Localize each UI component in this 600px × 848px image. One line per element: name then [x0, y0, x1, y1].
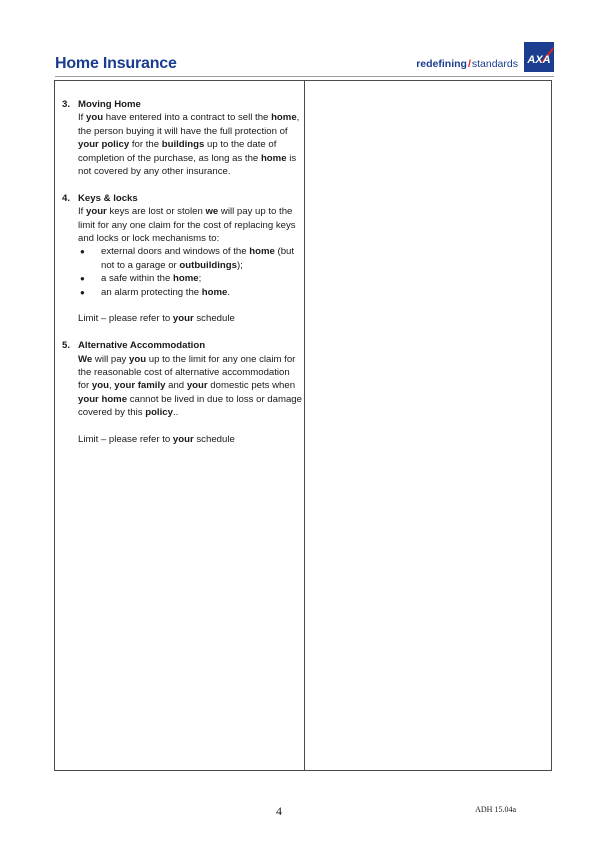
section-paragraph — [78, 205, 302, 245]
section-body — [62, 353, 302, 447]
defined-term: We — [78, 353, 93, 365]
page-number: 4 — [276, 804, 282, 818]
text-run: up to the date of completion of the purchase, as long as the — [78, 139, 277, 164]
defined-term: your policy — [78, 139, 130, 151]
text-run: (but not to a garage or — [101, 246, 295, 271]
defined-term: we — [205, 206, 219, 218]
bullet-text — [101, 286, 230, 299]
text-run: If — [78, 206, 86, 218]
brand-lockup — [416, 42, 554, 72]
defined-term: your — [172, 434, 194, 446]
text-run: schedule — [193, 434, 235, 446]
defined-term: your — [186, 380, 208, 392]
text-run: is not covered by any other insurance. — [78, 152, 297, 178]
defined-term: buildings — [161, 139, 205, 151]
list-item — [78, 286, 302, 299]
section-heading — [62, 98, 302, 111]
document-reference: ADH 15.04a — [475, 805, 516, 814]
section-title: Moving Home — [78, 99, 141, 110]
column-divider — [304, 81, 305, 770]
text-run: ); — [236, 259, 243, 271]
defined-term: home — [260, 152, 287, 164]
policy-section — [62, 339, 302, 446]
text-run: an alarm protecting the — [101, 286, 202, 298]
defined-term: policy — [145, 407, 173, 419]
text-run: have entered into a contract to sell the — [103, 112, 272, 124]
section-title: Keys & locks — [78, 192, 138, 204]
defined-term: you — [129, 353, 147, 365]
section-paragraph — [78, 353, 302, 420]
defined-term: home — [173, 273, 199, 285]
section-heading — [62, 339, 302, 352]
section-heading — [62, 192, 302, 205]
text-run: Limit – please refer to — [78, 434, 173, 446]
bullet-icon: ● — [80, 287, 85, 297]
bullet-icon: ● — [80, 247, 85, 257]
section-paragraph — [78, 111, 302, 178]
header-divider — [55, 76, 554, 77]
text-run: ; — [198, 273, 202, 285]
defined-term: outbuildings — [179, 259, 237, 271]
text-run: will pay up to the limit for any one claim for the cost of replacing keys and locks or lock mechanisms to: — [78, 206, 296, 245]
text-run: and — [165, 380, 187, 392]
bullet-text — [101, 272, 201, 285]
limit-note — [78, 433, 302, 446]
text-run: for the — [129, 139, 162, 151]
text-run: Limit – please refer to — [78, 313, 173, 325]
text-run: , the person buying it will have the full protection of — [78, 112, 300, 137]
defined-term: home — [249, 246, 275, 258]
list-item — [78, 245, 302, 272]
section-number: 3. — [62, 99, 71, 110]
page-title: Home Insurance — [55, 55, 177, 72]
defined-term: your home — [78, 393, 128, 405]
section-title: Alternative Accommodation — [78, 340, 206, 352]
defined-term: you — [86, 112, 104, 124]
defined-term: your — [86, 206, 107, 218]
text-run: .. — [172, 407, 179, 419]
text-run: keys are lost or stolen — [106, 206, 206, 218]
tagline-light: standards — [471, 58, 518, 70]
brand-tagline — [416, 58, 518, 70]
text-run: domestic pets when — [207, 380, 296, 392]
left-column — [62, 98, 302, 460]
section-number: 4. — [62, 192, 71, 204]
list-item — [78, 272, 302, 285]
tagline-slash: / — [467, 58, 471, 70]
defined-term: you — [91, 380, 109, 392]
defined-term: home — [201, 286, 228, 298]
policy-section — [62, 98, 302, 178]
logo-wordmark: AXA — [527, 54, 551, 66]
text-run: cannot be lived in due to loss or damage covered by this — [78, 393, 302, 419]
text-run: If — [78, 112, 86, 124]
defined-term: home — [271, 112, 297, 124]
defined-term: your — [172, 313, 194, 325]
defined-term: your family — [114, 380, 166, 392]
text-run: . — [227, 286, 231, 298]
text-run: schedule — [193, 313, 235, 325]
limit-note — [78, 312, 302, 325]
text-run: a safe within the — [101, 273, 173, 285]
text-run: will pay — [92, 353, 130, 365]
axa-logo-icon — [524, 42, 554, 72]
text-run: up to the limit for any one claim for the reasonable cost of alternative accommodation for — [78, 353, 296, 392]
section-body — [62, 111, 302, 178]
bullet-list — [78, 245, 302, 299]
tagline-strong: redefining — [416, 58, 467, 70]
section-number: 5. — [62, 340, 71, 352]
bullet-icon: ● — [80, 274, 85, 284]
text-run: , — [108, 380, 115, 392]
text-run: external doors and windows of the — [101, 246, 250, 258]
policy-section — [62, 192, 302, 326]
section-body — [62, 205, 302, 326]
bullet-text — [101, 245, 302, 272]
